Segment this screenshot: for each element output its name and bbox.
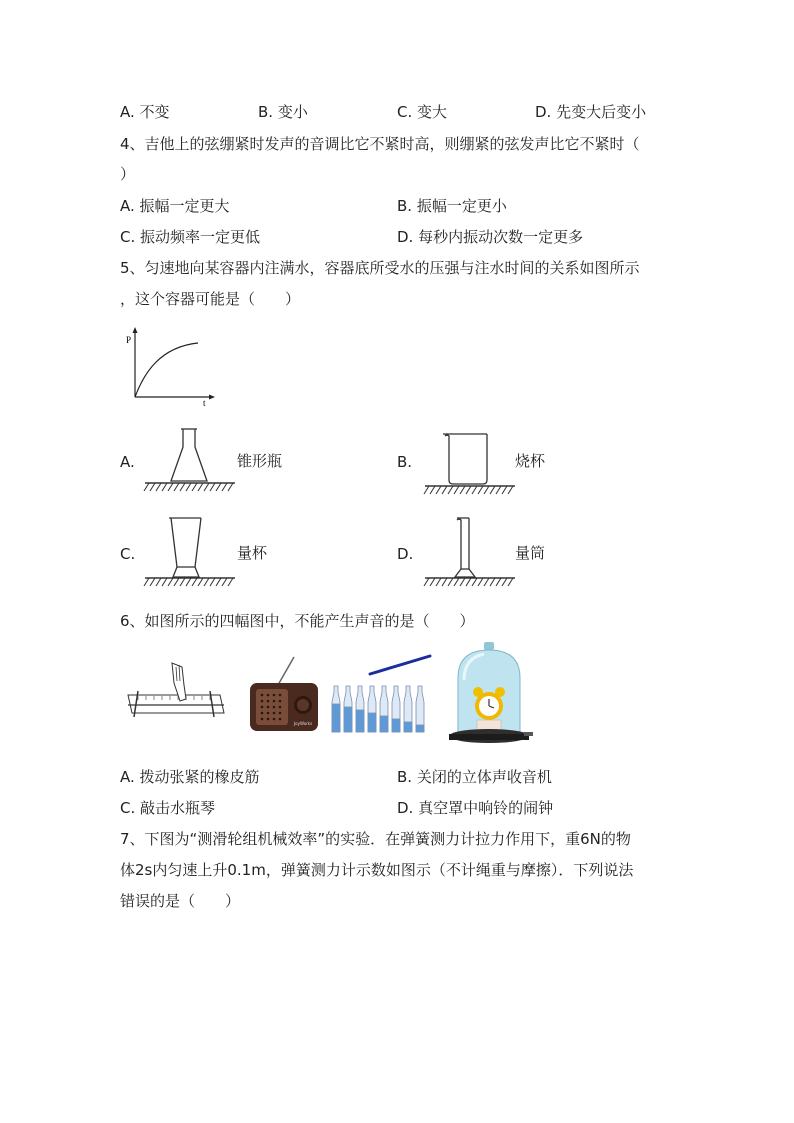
- q5-option-b-label: 烧杯: [515, 452, 546, 470]
- q6-option-d: D. 真空罩中响铃的闹钟: [397, 799, 554, 817]
- q5-option-a-label: 锥形瓶: [237, 452, 283, 470]
- q3-option-d: D. 先变大后变小: [535, 103, 647, 121]
- q5-stem-line2: ，这个容器可能是（ ）: [120, 290, 301, 308]
- q5-option-c-label: 量杯: [237, 544, 268, 562]
- bell-jar-clock-figure: [444, 640, 534, 750]
- q4-option-d: D. 每秒内振动次数一定更多: [397, 228, 584, 246]
- q3-option-c: C. 变大: [397, 103, 448, 121]
- q4-option-c: C. 振动频率一定更低: [120, 228, 261, 246]
- q5-option-b-letter: B.: [397, 453, 413, 471]
- q5-option-d-label: 量筒: [515, 544, 546, 562]
- q3-option-a: A. 不变: [120, 103, 170, 121]
- radio-brand-label: JoyWorks: [294, 721, 313, 726]
- q5-option-c-letter: C.: [120, 545, 136, 563]
- radio-figure: [244, 655, 324, 735]
- graph-ylabel: P: [126, 335, 132, 345]
- pressure-time-graph: [120, 325, 220, 407]
- rubber-band-figure: [124, 655, 230, 725]
- q5-option-a-letter: A.: [120, 453, 135, 471]
- q7-line2: 体2s内匀速上升0.1m，弹簧测力计示数如图示（不计绳重与摩擦）．下列说法: [120, 861, 634, 879]
- q7-line3: 错误的是（ ）: [120, 892, 241, 910]
- q6-option-c: C. 敲击水瓶琴: [120, 799, 216, 817]
- graduated-cylinder-figure: [423, 515, 518, 590]
- conical-flask-figure: [143, 425, 238, 495]
- q6-option-a: A. 拨动张紧的橡皮筋: [120, 768, 260, 786]
- q6-stem: 6、如图所示的四幅图中，不能产生声音的是（ ）: [120, 612, 475, 630]
- q7-line1: 7、下图为“测滑轮组机械效率”的实验．在弹簧测力计拉力作用下，重6N的物: [120, 830, 631, 848]
- q6-option-b: B. 关闭的立体声收音机: [397, 768, 552, 786]
- beaker-figure: [423, 428, 518, 498]
- q4-option-b: B. 振幅一定更小: [397, 197, 507, 215]
- q4-stem-line1: 4、吉他上的弦绷紧时发声的音调比它不紧时高，则绷紧的弦发声比它不紧时（: [120, 135, 640, 153]
- q4-option-a: A. 振幅一定更大: [120, 197, 230, 215]
- q4-stem-line2: ）: [120, 165, 136, 183]
- water-bottles-figure: [330, 652, 434, 742]
- q3-option-b: B. 变小: [258, 103, 308, 121]
- q5-stem-line1: 5、匀速地向某容器内注满水，容器底所受水的压强与注水时间的关系如图所示: [120, 259, 640, 277]
- measuring-cup-figure: [143, 515, 238, 590]
- q5-option-d-letter: D.: [397, 545, 414, 563]
- graph-xlabel: t: [203, 398, 206, 408]
